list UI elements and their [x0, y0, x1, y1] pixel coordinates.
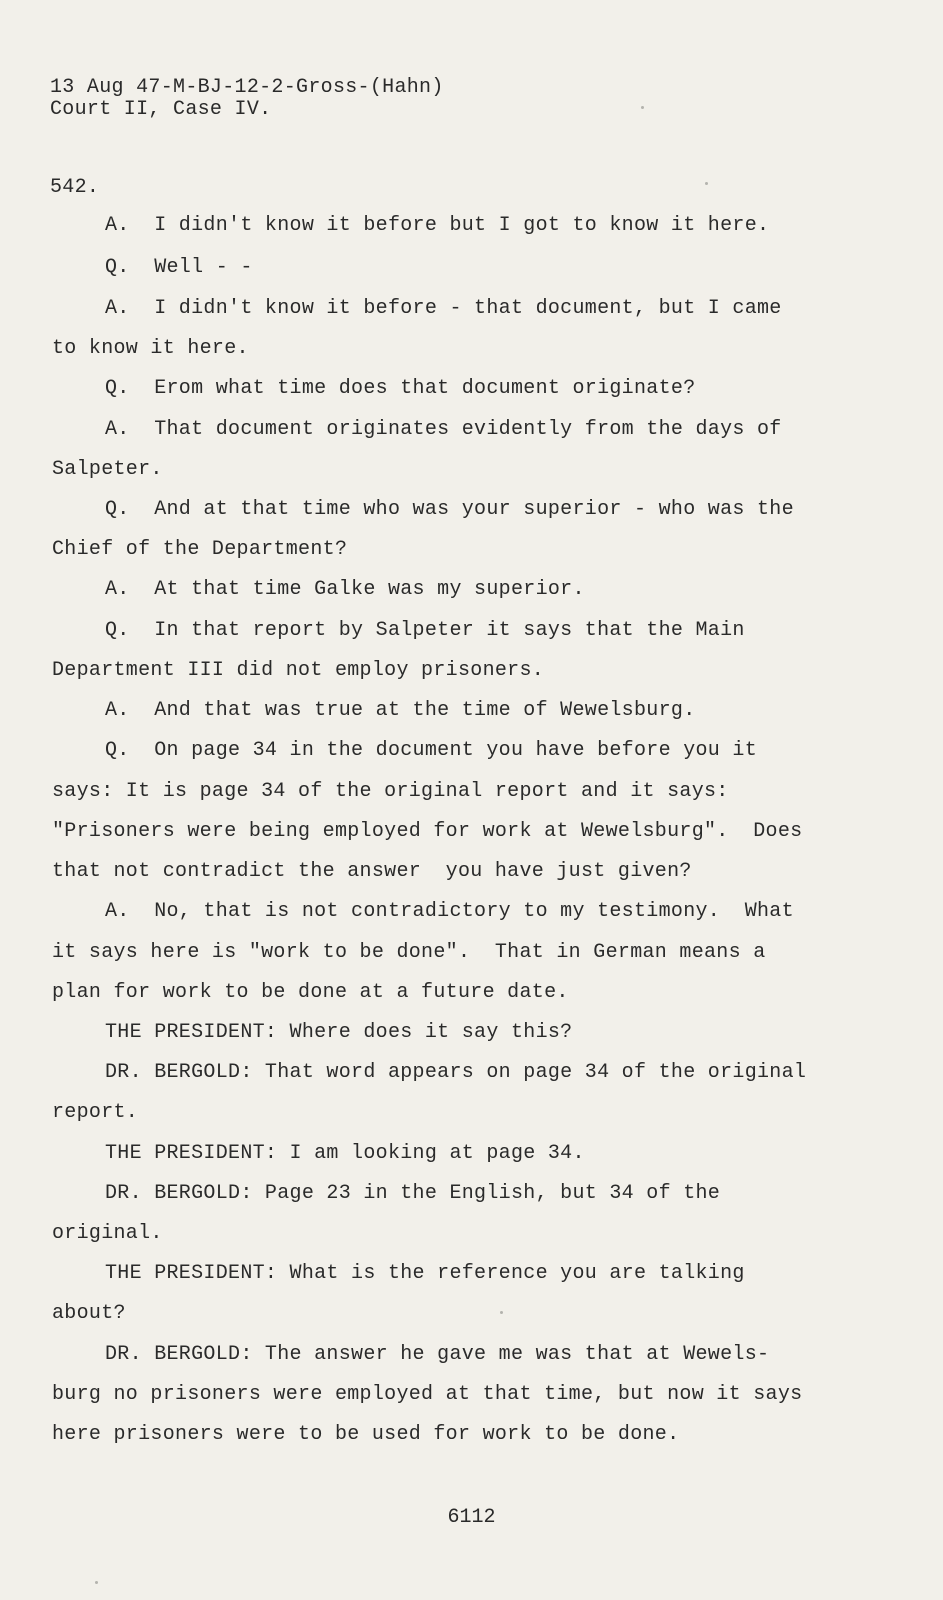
transcript-line: burg no prisoners were employed at that time, but now it says: [52, 1383, 803, 1406]
transcript-line: says: It is page 34 of the original report and it says:: [52, 780, 729, 803]
transcript-line: A. No, that is not contradictory to my testimony. What: [105, 900, 794, 923]
transcript-line: it says here is "work to be done". That in German means a: [52, 941, 766, 964]
transcript-line: DR. BERGOLD: That word appears on page 34 of the original: [105, 1061, 807, 1084]
transcript-line: THE PRESIDENT: I am looking at page 34.: [105, 1142, 585, 1165]
transcript-line: to know it here.: [52, 337, 249, 360]
transcript-line: A. At that time Galke was my superior.: [105, 578, 585, 601]
header-reference: 13 Aug 47-M-BJ-12-2-Gross-(Hahn): [50, 76, 444, 99]
transcript-line: Q. In that report by Salpeter it says that the Main: [105, 619, 745, 642]
transcript-line: "Prisoners were being employed for work at Wewelsburg". Does: [52, 820, 803, 843]
transcript-line: Chief of the Department?: [52, 538, 348, 561]
paper-speck: [641, 106, 644, 109]
transcript-line: here prisoners were to be used for work to be done.: [52, 1423, 680, 1446]
transcript-line: DR. BERGOLD: Page 23 in the English, but 34 of the: [105, 1182, 721, 1205]
transcript-line: plan for work to be done at a future date.: [52, 981, 569, 1004]
transcript-line: THE PRESIDENT: What is the reference you are talking: [105, 1262, 745, 1285]
transcript-line: Q. Erom what time does that document originate?: [105, 377, 696, 400]
page-number: 6112: [447, 1506, 496, 1529]
transcript-line: Salpeter.: [52, 458, 163, 481]
section-number: 542.: [50, 176, 100, 199]
transcript-line: A. And that was true at the time of Wewelsburg.: [105, 699, 696, 722]
transcript-line: A. That document originates evidently from the days of: [105, 418, 782, 441]
transcript-line: about?: [52, 1302, 126, 1325]
transcript-line: Q. And at that time who was your superior - who was the: [105, 498, 794, 521]
transcript-line: Q. On page 34 in the document you have before you it: [105, 739, 758, 762]
paper-speck: [705, 182, 708, 185]
paper-speck: [95, 1581, 98, 1584]
transcript-line: THE PRESIDENT: Where does it say this?: [105, 1021, 573, 1044]
transcript-line: DR. BERGOLD: The answer he gave me was that at Wewels-: [105, 1343, 770, 1366]
transcript-line: original.: [52, 1222, 163, 1245]
transcript-line: Department III did not employ prisoners.: [52, 659, 545, 682]
transcript-line: report.: [52, 1101, 139, 1124]
transcript-line: that not contradict the answer you have just given?: [52, 860, 692, 883]
paper-speck: [500, 1311, 503, 1314]
header-court: Court II, Case IV.: [50, 98, 272, 121]
transcript-line: A. I didn't know it before but I got to know it here.: [105, 214, 770, 237]
transcript-line: Q. Well - -: [105, 256, 253, 279]
transcript-line: A. I didn't know it before - that document, but I came: [105, 297, 782, 320]
